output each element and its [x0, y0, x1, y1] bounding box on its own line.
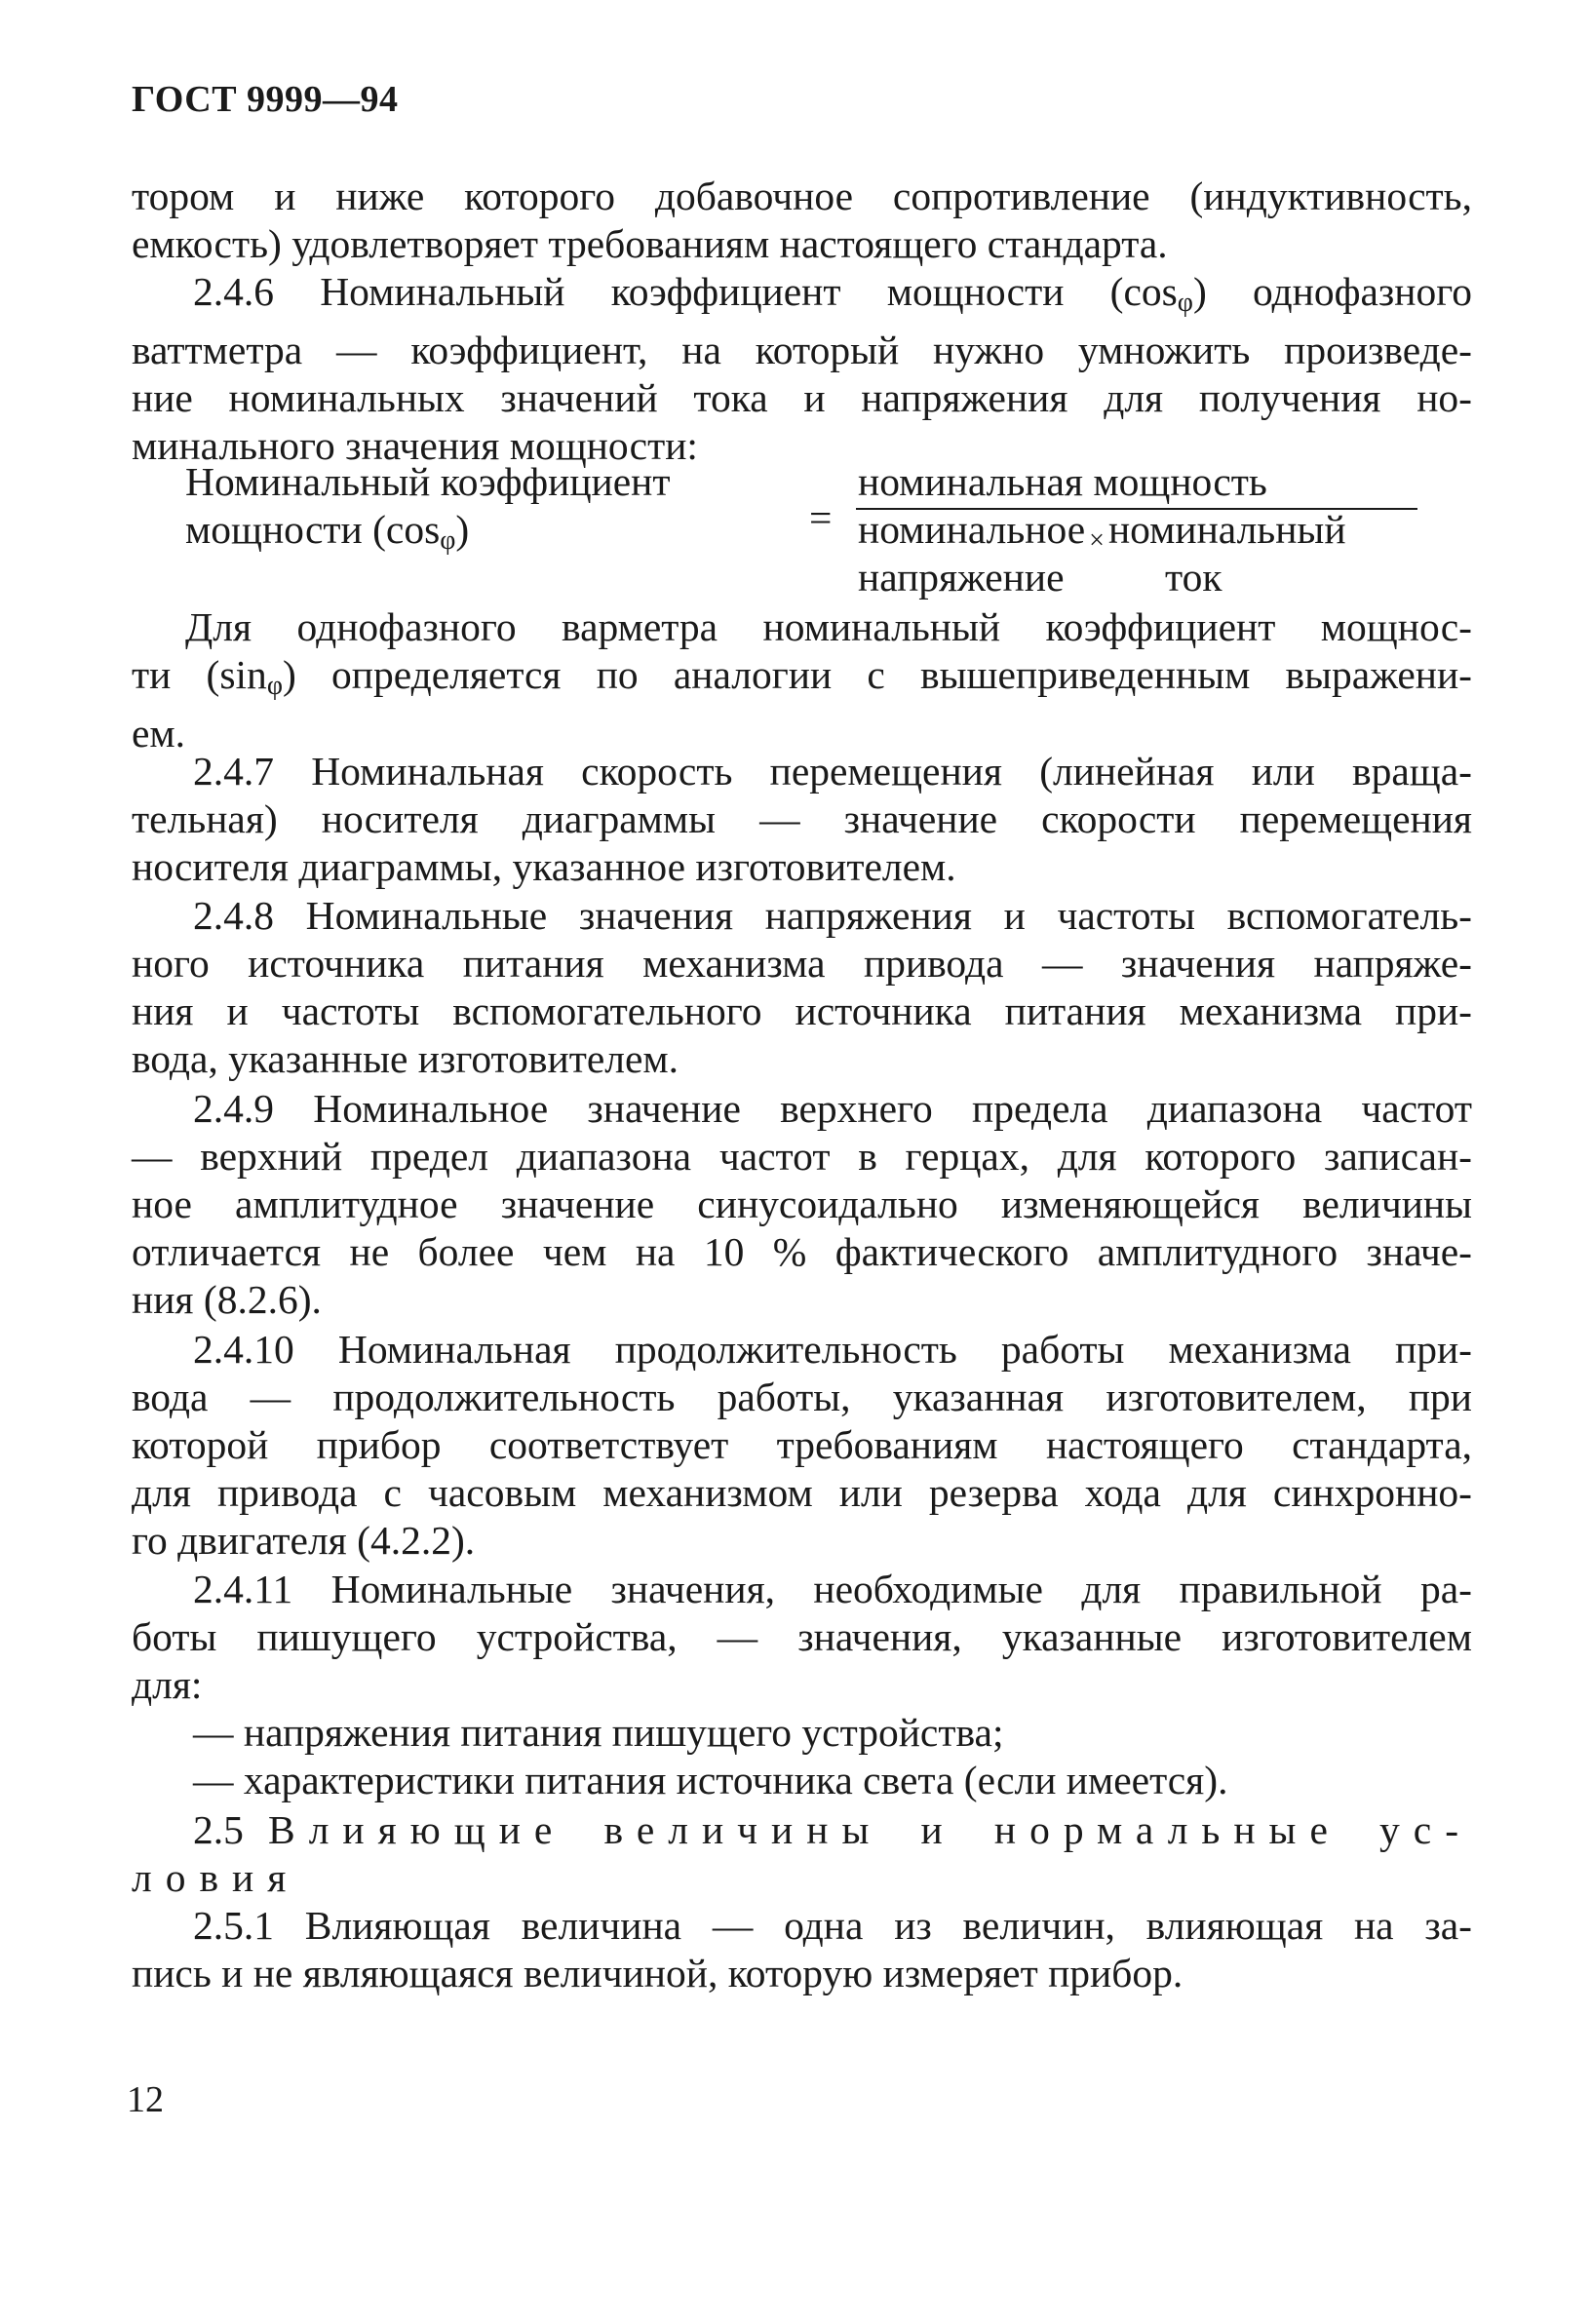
multiply-sign: ×	[1089, 525, 1105, 556]
text-line	[132, 1806, 1472, 1854]
paragraph-2-4-11	[132, 1566, 1472, 1804]
formula-left-line	[185, 506, 671, 564]
text-line: боты пишущего устройства, — значения, указанные изготовителем	[132, 1614, 1472, 1659]
continuation-paragraph	[132, 173, 1472, 268]
text-line: — верхний предел диапазона частот в герцах, для которого записан-	[132, 1134, 1472, 1179]
den-word: напряжение	[858, 555, 1065, 600]
phi-subscript: φ	[440, 525, 456, 556]
text-line: го двигателя (4.2.2).	[132, 1518, 476, 1563]
paragraph-2-4-9	[132, 1085, 1472, 1324]
phi-subscript: φ	[1177, 288, 1193, 318]
standard-code-header: ГОСТ 9999—94	[132, 79, 399, 120]
text-line: ного источника питания механизма привода — значения напряже-	[132, 941, 1472, 986]
text-line: для привода с часовым механизмом или резерва хода для синхронно-	[132, 1470, 1472, 1515]
text-line: ваттметра — коэффициент, на который нужно умножить произведе-	[132, 328, 1472, 372]
text-fragment: ти (sin	[132, 652, 267, 697]
list-item: — характеристики питания источника света (если имеется).	[193, 1758, 1228, 1802]
text-line: ное амплитудное значение синусоидально изменяющейся величины	[132, 1181, 1472, 1226]
den-word: номинальный	[1107, 507, 1346, 552]
den-word: номинальное	[858, 507, 1086, 552]
text-fragment: )	[455, 507, 470, 552]
text-line: тельная) носителя диаграммы — значение скорости перемещения	[132, 796, 1472, 841]
den-word: ток	[1165, 555, 1222, 600]
text-fragment: ) определяется по аналогии с вышеприведенным выражени-	[282, 652, 1472, 697]
formula-denominator-line2	[858, 554, 1222, 601]
text-line: пись и не являющаяся величиной, которую измеряет прибор.	[132, 1951, 1184, 1995]
text-line: 2.4.10 Номинальная продолжительность работы механизма при-	[193, 1327, 1472, 1372]
text-line: которой прибор соответствует требованиям настоящего стандарта,	[132, 1422, 1472, 1467]
paragraph-2-4-7	[132, 748, 1472, 891]
text-line: ния и частоты вспомогательного источника питания механизма при-	[132, 988, 1472, 1033]
section-title: Влияющие величины и нормальные ус-	[268, 1807, 1473, 1852]
formula-left-line: Номинальный коэффициент	[185, 459, 671, 504]
text-line: минального значения мощности:	[132, 423, 698, 468]
text-line: Для однофазного варметра номинальный коэффициент мощнос-	[185, 604, 1472, 649]
text-fragment: ) однофазного	[1192, 269, 1472, 314]
text-line: отличается не более чем на 10 % фактического амплитудного значе-	[132, 1229, 1472, 1274]
section-number: 2.5	[193, 1807, 244, 1852]
text-line: тором и ниже которого добавочное сопротивление (индуктивность,	[132, 174, 1472, 218]
varmeter-paragraph	[132, 603, 1472, 757]
section-2-5-heading	[132, 1806, 1472, 1902]
text-line: 2.4.9 Номинальное значение верхнего предела диапазона частот	[193, 1086, 1472, 1131]
text-line	[132, 268, 1472, 327]
text-line: ние номинальных значений тока и напряжения для получения но-	[132, 375, 1472, 420]
text-line: вода — продолжительность работы, указанная изготовителем, при	[132, 1375, 1472, 1419]
text-line: носителя диаграммы, указанное изготовителем.	[132, 844, 956, 889]
text-line: 2.4.7 Номинальная скорость перемещения (линейная или враща-	[193, 749, 1472, 794]
text-line: 2.4.8 Номинальные значения напряжения и частоты вспомогатель-	[193, 893, 1472, 938]
text-line: вода, указанные изготовителем.	[132, 1036, 679, 1081]
page-number: 12	[127, 2079, 164, 2120]
formula-left-side	[185, 458, 671, 564]
text-line: 2.4.11 Номинальные значения, необходимые для правильной ра-	[193, 1567, 1472, 1611]
text-fragment: 2.4.6 Номинальный коэффициент мощности (cos	[193, 269, 1178, 314]
text-line: для:	[132, 1662, 203, 1707]
equals-sign: =	[809, 495, 833, 540]
text-fragment: мощности (cos	[185, 507, 441, 552]
list-item: — напряжения питания пишущего устройства;	[193, 1710, 1004, 1755]
text-line: 2.5.1 Влияющая величина — одна из величин, влияющая на за-	[193, 1903, 1472, 1948]
formula-numerator: номинальная мощность	[858, 459, 1267, 504]
paragraph-2-4-8	[132, 892, 1472, 1083]
paragraph-2-4-10	[132, 1326, 1472, 1565]
paragraph-2-5-1	[132, 1902, 1472, 1997]
text-line: емкость) удовлетворяет требованиям настоящего стандарта.	[132, 221, 1168, 266]
paragraph-2-4-6	[132, 268, 1472, 470]
text-line: ем.	[132, 711, 186, 755]
phi-subscript: φ	[266, 671, 283, 701]
section-title-cont: ловия	[132, 1855, 300, 1900]
text-line	[132, 651, 1472, 710]
power-factor-formula	[185, 458, 1453, 614]
text-line: ния (8.2.6).	[132, 1277, 322, 1322]
